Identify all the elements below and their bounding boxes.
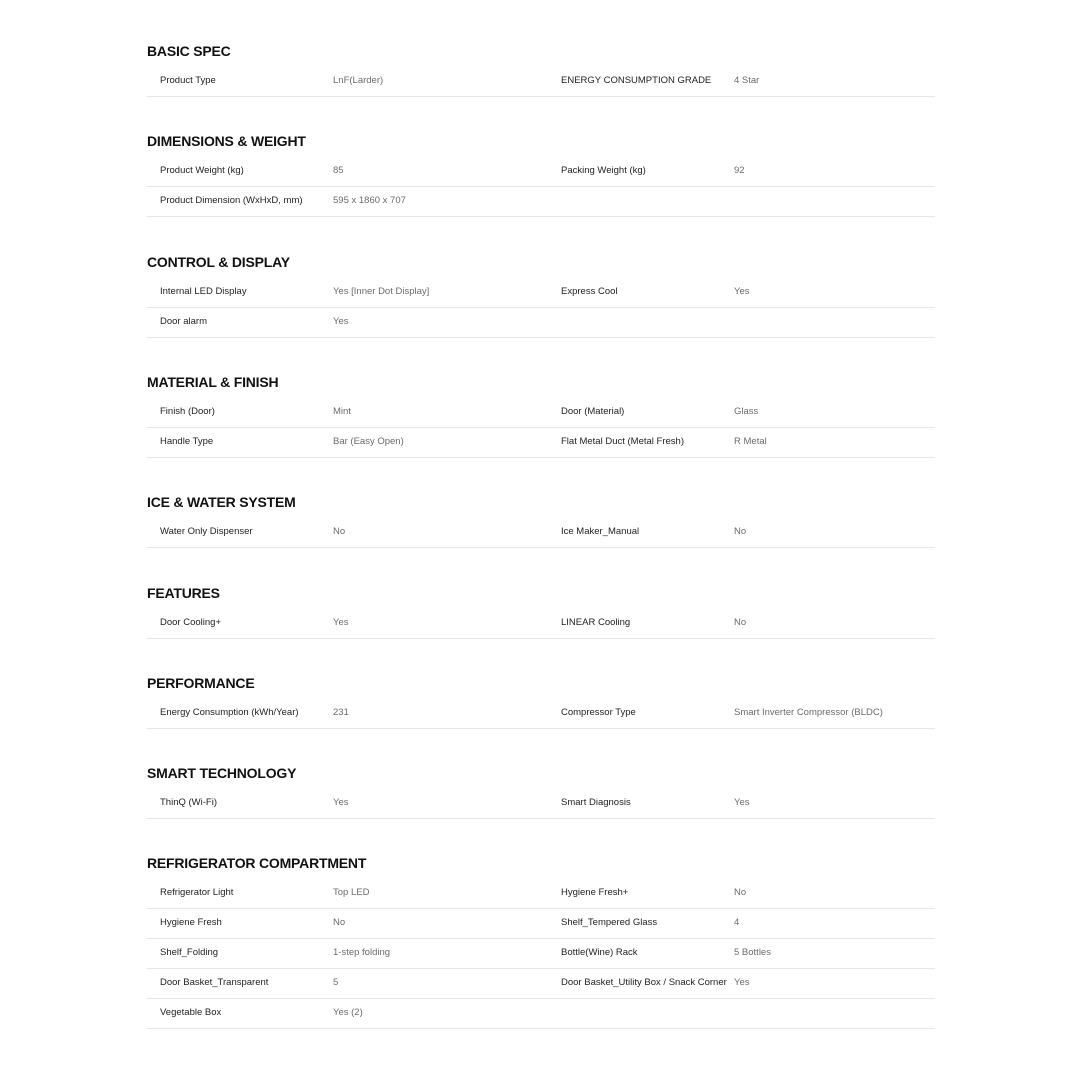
spec-row [147, 157, 935, 187]
spec-row [147, 939, 935, 969]
spec-value: Yes (2) [333, 1007, 363, 1018]
spec-label: Product Dimension (WxHxD, mm) [160, 195, 303, 206]
spec-label: Energy Consumption (kWh/Year) [160, 707, 299, 718]
spec-value: Top LED [333, 887, 370, 898]
spec-value: Yes [333, 316, 349, 327]
section-title: MATERIAL & FINISH [147, 374, 279, 390]
spec-value: 92 [734, 165, 745, 176]
spec-table [147, 278, 935, 338]
spec-label: Bottle(Wine) Rack [561, 947, 638, 958]
section-title: PERFORMANCE [147, 675, 255, 691]
section-title: CONTROL & DISPLAY [147, 254, 290, 270]
spec-label: Handle Type [160, 436, 214, 447]
spec-label: Door alarm [160, 316, 207, 327]
section-title: SMART TECHNOLOGY [147, 765, 297, 781]
spec-label: Door Basket_Utility Box / Snack Corner [561, 977, 727, 988]
spec-row [147, 789, 935, 819]
spec-label: Express Cool [561, 286, 618, 297]
spec-row [147, 428, 935, 458]
spec-value: 4 Star [734, 75, 760, 86]
spec-label: ThinQ (Wi-Fi) [160, 797, 217, 808]
spec-label: Hygiene Fresh [160, 917, 222, 928]
spec-label: Door Basket_Transparent [160, 977, 269, 988]
spec-label: Packing Weight (kg) [561, 165, 646, 176]
spec-value: R Metal [734, 436, 767, 447]
section-title: BASIC SPEC [147, 43, 231, 59]
spec-table [147, 157, 935, 217]
spec-value: No [333, 526, 346, 537]
spec-value: 4 [734, 917, 740, 928]
spec-table [147, 699, 935, 729]
spec-row [147, 518, 935, 548]
spec-label: Finish (Door) [160, 406, 215, 417]
spec-label: Door Cooling+ [160, 617, 221, 628]
spec-table [147, 67, 935, 97]
spec-value: Bar (Easy Open) [333, 436, 404, 447]
spec-row [147, 879, 935, 909]
spec-row [147, 278, 935, 308]
spec-value: 1-step folding [333, 947, 391, 958]
spec-table [147, 609, 935, 639]
spec-row [147, 969, 935, 999]
section-title: FEATURES [147, 585, 220, 601]
spec-row [147, 609, 935, 639]
section-title: REFRIGERATOR COMPARTMENT [147, 855, 367, 871]
spec-value: Smart Inverter Compressor (BLDC) [734, 707, 883, 718]
spec-value: Mint [333, 406, 351, 417]
spec-value: 231 [333, 707, 349, 718]
spec-value: Glass [734, 406, 759, 417]
spec-label: Shelf_Folding [160, 947, 219, 958]
spec-table [147, 518, 935, 548]
spec-value: No [734, 617, 747, 628]
spec-label: ENERGY CONSUMPTION GRADE [561, 75, 712, 86]
spec-row [147, 67, 935, 97]
spec-row [147, 909, 935, 939]
section-title: ICE & WATER SYSTEM [147, 494, 296, 510]
spec-value: No [333, 917, 346, 928]
section-title: DIMENSIONS & WEIGHT [147, 133, 306, 149]
spec-value: Yes [333, 617, 349, 628]
spec-value: 5 [333, 977, 339, 988]
spec-table [147, 398, 935, 458]
spec-value: 85 [333, 165, 344, 176]
spec-label: Compressor Type [561, 707, 636, 718]
spec-value: Yes [Inner Dot Display] [333, 286, 430, 297]
spec-value: Yes [734, 286, 750, 297]
spec-value: LnF(Larder) [333, 75, 384, 86]
spec-label: Door (Material) [561, 406, 625, 417]
spec-label: Product Type [160, 75, 216, 86]
spec-label: Water Only Dispenser [160, 526, 253, 537]
spec-label: Ice Maker_Manual [561, 526, 640, 537]
spec-row [147, 308, 935, 338]
spec-label: Vegetable Box [160, 1007, 222, 1018]
spec-value: Yes [333, 797, 349, 808]
spec-value: 5 Bottles [734, 947, 771, 958]
spec-label: Internal LED Display [160, 286, 247, 297]
spec-row [147, 187, 935, 217]
spec-value: Yes [734, 797, 750, 808]
spec-value: 595 x 1860 x 707 [333, 195, 406, 206]
spec-table [147, 879, 935, 1029]
spec-label: Smart Diagnosis [561, 797, 631, 808]
spec-row [147, 398, 935, 428]
spec-label: Refrigerator Light [160, 887, 234, 898]
spec-label: Flat Metal Duct (Metal Fresh) [561, 436, 684, 447]
spec-label: Product Weight (kg) [160, 165, 244, 176]
spec-value: No [734, 526, 747, 537]
spec-row [147, 699, 935, 729]
spec-label: Hygiene Fresh+ [561, 887, 629, 898]
spec-label: Shelf_Tempered Glass [561, 917, 658, 928]
spec-value: No [734, 887, 747, 898]
spec-value: Yes [734, 977, 750, 988]
spec-row [147, 999, 935, 1029]
spec-label: LINEAR Cooling [561, 617, 631, 628]
spec-table [147, 789, 935, 819]
